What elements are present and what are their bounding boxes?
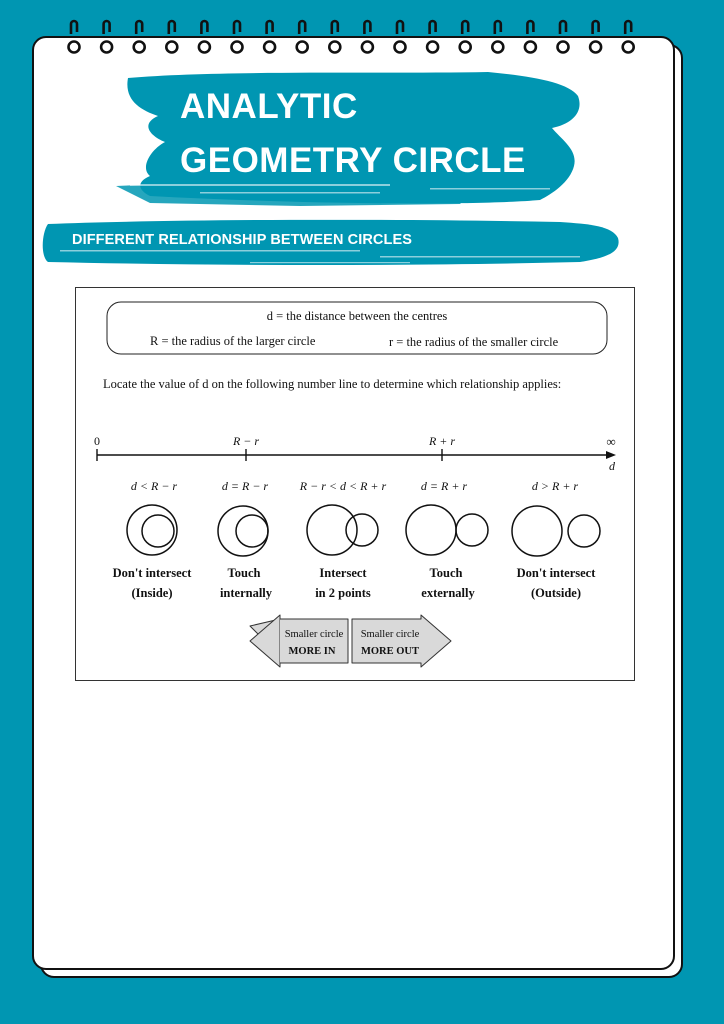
label-outside-line2: (Outside): [531, 586, 581, 600]
mark-R-plus-r: R + r: [428, 434, 456, 448]
more-out-line1: Smaller circle: [360, 629, 420, 640]
circle-relationships-figure: [75, 287, 635, 681]
more-in-line2: MORE IN: [288, 646, 336, 657]
label-touch-internal-line1: Touch: [227, 566, 261, 580]
label-touch-external-line1: Touch: [429, 566, 463, 580]
section-subtitle: DIFFERENT RELATIONSHIP BETWEEN CIRCLES: [72, 232, 412, 248]
circles-touch-external-diagram: [406, 505, 488, 555]
label-intersect-line1: Intersect: [319, 566, 367, 580]
label-touch-external-line2: externally: [421, 586, 475, 600]
more-out-line2: MORE OUT: [360, 646, 420, 657]
page-title-line-1: ANALYTIC: [180, 87, 358, 126]
axis-label-d: d: [609, 459, 615, 473]
R-definition: R = the radius of the larger circle: [150, 334, 316, 348]
condition-inside: d < R − r: [130, 479, 178, 493]
label-inside-line1: Don't intersect: [112, 566, 192, 580]
label-outside-line1: Don't intersect: [516, 566, 596, 580]
condition-outside: d > R + r: [531, 479, 579, 493]
mark-infinity: ∞: [606, 434, 616, 449]
condition-intersect: R − r < d < R + r: [299, 479, 387, 493]
mark-R-minus-r: R − r: [232, 434, 260, 448]
label-touch-internal-line2: internally: [219, 586, 273, 600]
more-in-line1: Smaller circle: [284, 629, 344, 640]
r-definition: r = the radius of the smaller circle: [389, 335, 559, 349]
number-line: [97, 449, 616, 461]
condition-touch-external: d = R + r: [420, 479, 468, 493]
label-intersect-line2: in 2 points: [315, 586, 371, 600]
page-title-line-2: GEOMETRY CIRCLE: [180, 141, 526, 180]
condition-touch-internal: d = R − r: [221, 479, 269, 493]
circles-touch-internal-diagram: [218, 506, 268, 556]
more-out-arrow-shape: [352, 615, 451, 667]
circles-intersect-diagram: [307, 505, 378, 555]
instruction-text: Locate the value of d on the following number line to determine which relationship applies:: [103, 377, 562, 391]
circles-outside-diagram: [512, 506, 600, 556]
d-definition: d = the distance between the centres: [266, 309, 448, 323]
label-inside-line2: (Inside): [131, 586, 173, 600]
mark-zero: 0: [94, 434, 100, 448]
circles-inside-diagram: [127, 505, 177, 555]
